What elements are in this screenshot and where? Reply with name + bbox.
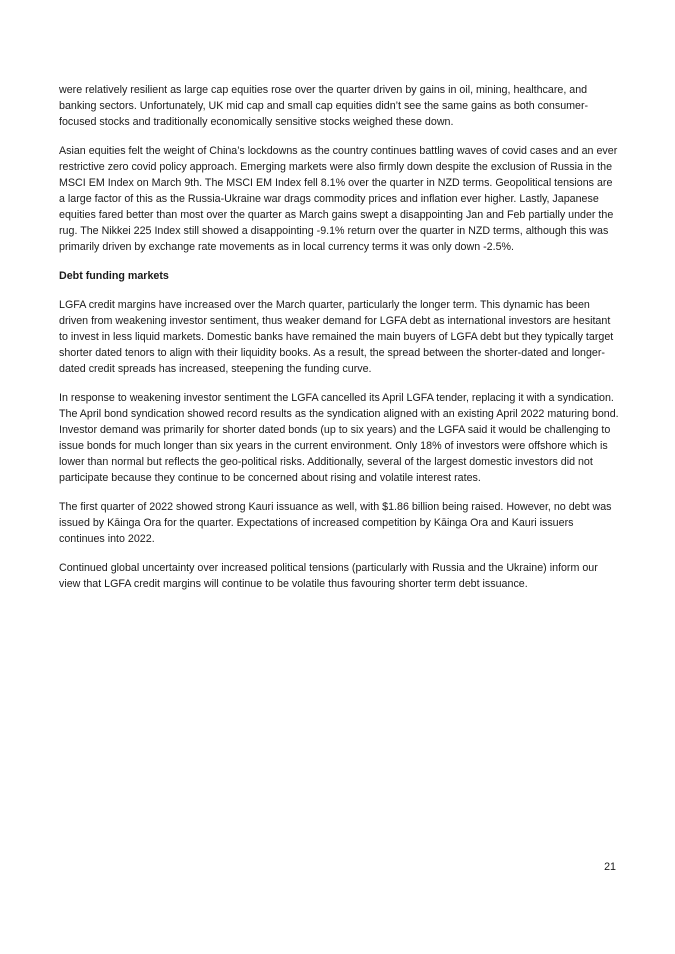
section-heading: Debt funding markets <box>59 270 169 282</box>
paragraph-credit-margins: LGFA credit margins have increased over the March quarter, particularly the longer term. This dynamic has been driven from weakening investor sentiment, thus weaker demand for LGFA debt as international investors are hesitant to invest in less liquid markets. Domestic banks have remained the main buyers of LGFA debt but they typically target shorter dated tenors to align with their liquidity books. As a result, the spread between the shorter-dated and longer-dated credit spreads has increased, steepening the funding curve. <box>59 299 614 375</box>
paragraph-asian-equities: Asian equities felt the weight of China’s lockdowns as the country continues battling waves of covid cases and an ever restrictive zero covid policy approach. Emerging markets were also firmly down despite the exclusion of Russia in the MSCI EM Index on March 9th. The MSCI EM Index fell 8.1% over the quarter in NZD terms. Geopolitical tensions are a large factor of this as the Russia-Ukraine war drags commodity prices and inflation ever higher. Lastly, Japanese equities fared better than most over the quarter as March gains swept a disappointing Jan and Feb partially under the rug. The Nikkei 225 Index still showed a disappointing -9.1% return over the quarter in NZD terms, although this was primarily driven by exchange rate movements as in local currency terms it was only down -2.5%. <box>59 145 618 253</box>
paragraph-kauri-issuance: The first quarter of 2022 showed strong Kauri issuance as well, with $1.86 billion being raised. However, no debt was issued by Kāinga Ora for the quarter. Expectations of increased competition by Kāinga Ora and Kauri issuers continues into 2022. <box>59 501 612 545</box>
body-text <box>59 82 621 605</box>
paragraph-outlook: Continued global uncertainty over increased political tensions (particularly with Russia and the Ukraine) inform our view that LGFA credit margins will continue to be volatile thus favouring shorter term debt issuance. <box>59 562 598 590</box>
paragraph-syndication: In response to weakening investor sentiment the LGFA cancelled its April LGFA tender, replacing it with a syndication. The April bond syndication showed record results as the syndication aligned with an existing April 2022 maturing bond. Investor demand was primarily for shorter dated bonds (up to six years) and the LGFA said it would be challenging to issue bonds for much longer than six years in the current environment. Only 18% of investors were offshore which is lower than normal but reflects the geo-political risks. Additionally, several of the largest domestic investors did not participate because they continue to be concerned about rising and volatile interest rates. <box>59 392 619 484</box>
paragraph-uk-equities: were relatively resilient as large cap equities rose over the quarter driven by gains in oil, mining, healthcare, and banking sectors. Unfortunately, UK mid cap and small cap equities didn’t see the same gains as both consumer-focused stocks and traditionally economically sensitive stocks weighed these down. <box>59 84 589 128</box>
page-number: 21 <box>604 861 616 873</box>
